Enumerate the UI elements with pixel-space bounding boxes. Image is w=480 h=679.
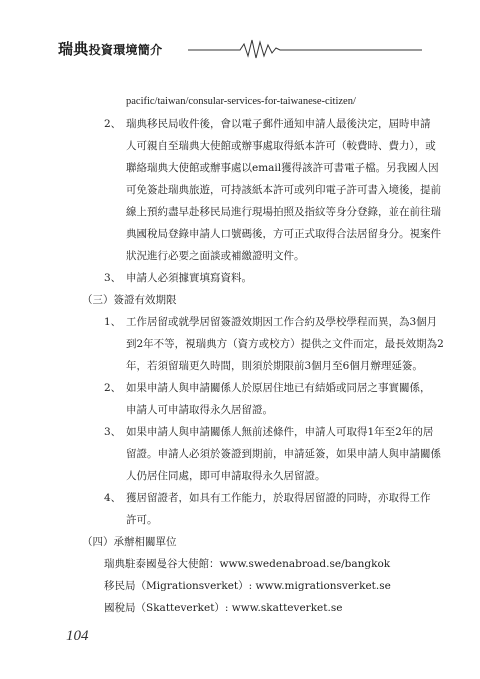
s3-item3-number: 3、 xyxy=(104,426,122,438)
item2-line: 可免簽赴瑞典旅遊，可持該紙本許可或列印電子許可書入境後，提前 xyxy=(126,184,441,196)
page-number: 104 xyxy=(66,628,89,644)
s3-item3-line: 如果申請人與申請關係人無前述條件，申請人可取得1年至2年的居 xyxy=(126,426,434,438)
item2-line: 人可親自至瑞典大使館或辦事處取得紙本許可（較費時、費力），或 xyxy=(126,140,436,152)
s3-item1-line: 工作居留或就學居留簽證效期因工作合約及學校學程而異，為3個月 xyxy=(126,316,438,328)
s3-item1-number: 1、 xyxy=(104,316,122,328)
contact-migration-agency: 移民局（Migrationsverket）: www.migrationsverket.se xyxy=(104,580,391,592)
contact-tax-agency: 國稅局（Skatteverket）: www.skatteverket.se xyxy=(104,602,343,614)
s3-item4-number: 4、 xyxy=(104,492,122,504)
s3-item3-line: 人仍居住同處，即可申請取得永久居留證。 xyxy=(126,470,326,482)
header-title-rest: 投資環境簡介 xyxy=(88,43,163,57)
section4-heading: （四）承辦相關單位 xyxy=(82,536,177,548)
item2-line: 典國稅局登錄申請人口號碼後，方可正式取得合法居留身分。視案件 xyxy=(126,228,441,240)
item3-text: 申請人必須據實填寫資料。 xyxy=(126,272,252,284)
url-continuation: pacific/taiwan/consular-services-for-taiwanese-citizen/ xyxy=(126,96,356,107)
contact-bangkok-embassy: 瑞典駐泰國曼谷大使館：www.swedenabroad.se/bangkok xyxy=(104,558,391,570)
item2-line: 狀況進行必要之面談或補繳證明文件。 xyxy=(126,250,305,262)
s3-item4-line: 獲居留證者，如具有工作能力，於取得居留證的同時，亦取得工作 xyxy=(126,492,431,504)
item2-line: 線上預約盡早赴移民局進行現場拍照及指紋等身分登錄，並在前往瑞 xyxy=(126,206,441,218)
s3-item2-number: 2、 xyxy=(104,382,122,394)
item2-number: 2、 xyxy=(104,118,122,130)
item3-number: 3、 xyxy=(104,272,122,284)
header-title-big: 瑞典 xyxy=(58,40,89,58)
s3-item3-line: 留證。申請人必須於簽證到期前，申請延簽，如果申請人與申請關係 xyxy=(126,448,441,460)
s3-item1-line: 到2年不等，視瑞典方（資方或校方）提供之文件而定，最長效期為2 xyxy=(126,338,444,350)
s3-item2-line: 如果申請人與申請關係人於原居住地已有結婚或同居之事實關係， xyxy=(126,382,431,394)
item2-line: 聯絡瑞典大使館或辦事處以email獲得該許可書電子檔。另我國人因 xyxy=(126,162,439,174)
s3-item2-line: 申請人可申請取得永久居留證。 xyxy=(126,404,273,416)
item2-line: 瑞典移民局收件後，會以電子郵件通知申請人最後決定，屆時申請 xyxy=(126,118,431,130)
s3-item4-line: 許可。 xyxy=(126,514,158,526)
s3-item1-line: 年，若須留瑞更久時間，則須於期限前3個月至6個月辦理延簽。 xyxy=(126,360,423,372)
section3-heading: （三）簽證有效期限 xyxy=(82,294,177,306)
